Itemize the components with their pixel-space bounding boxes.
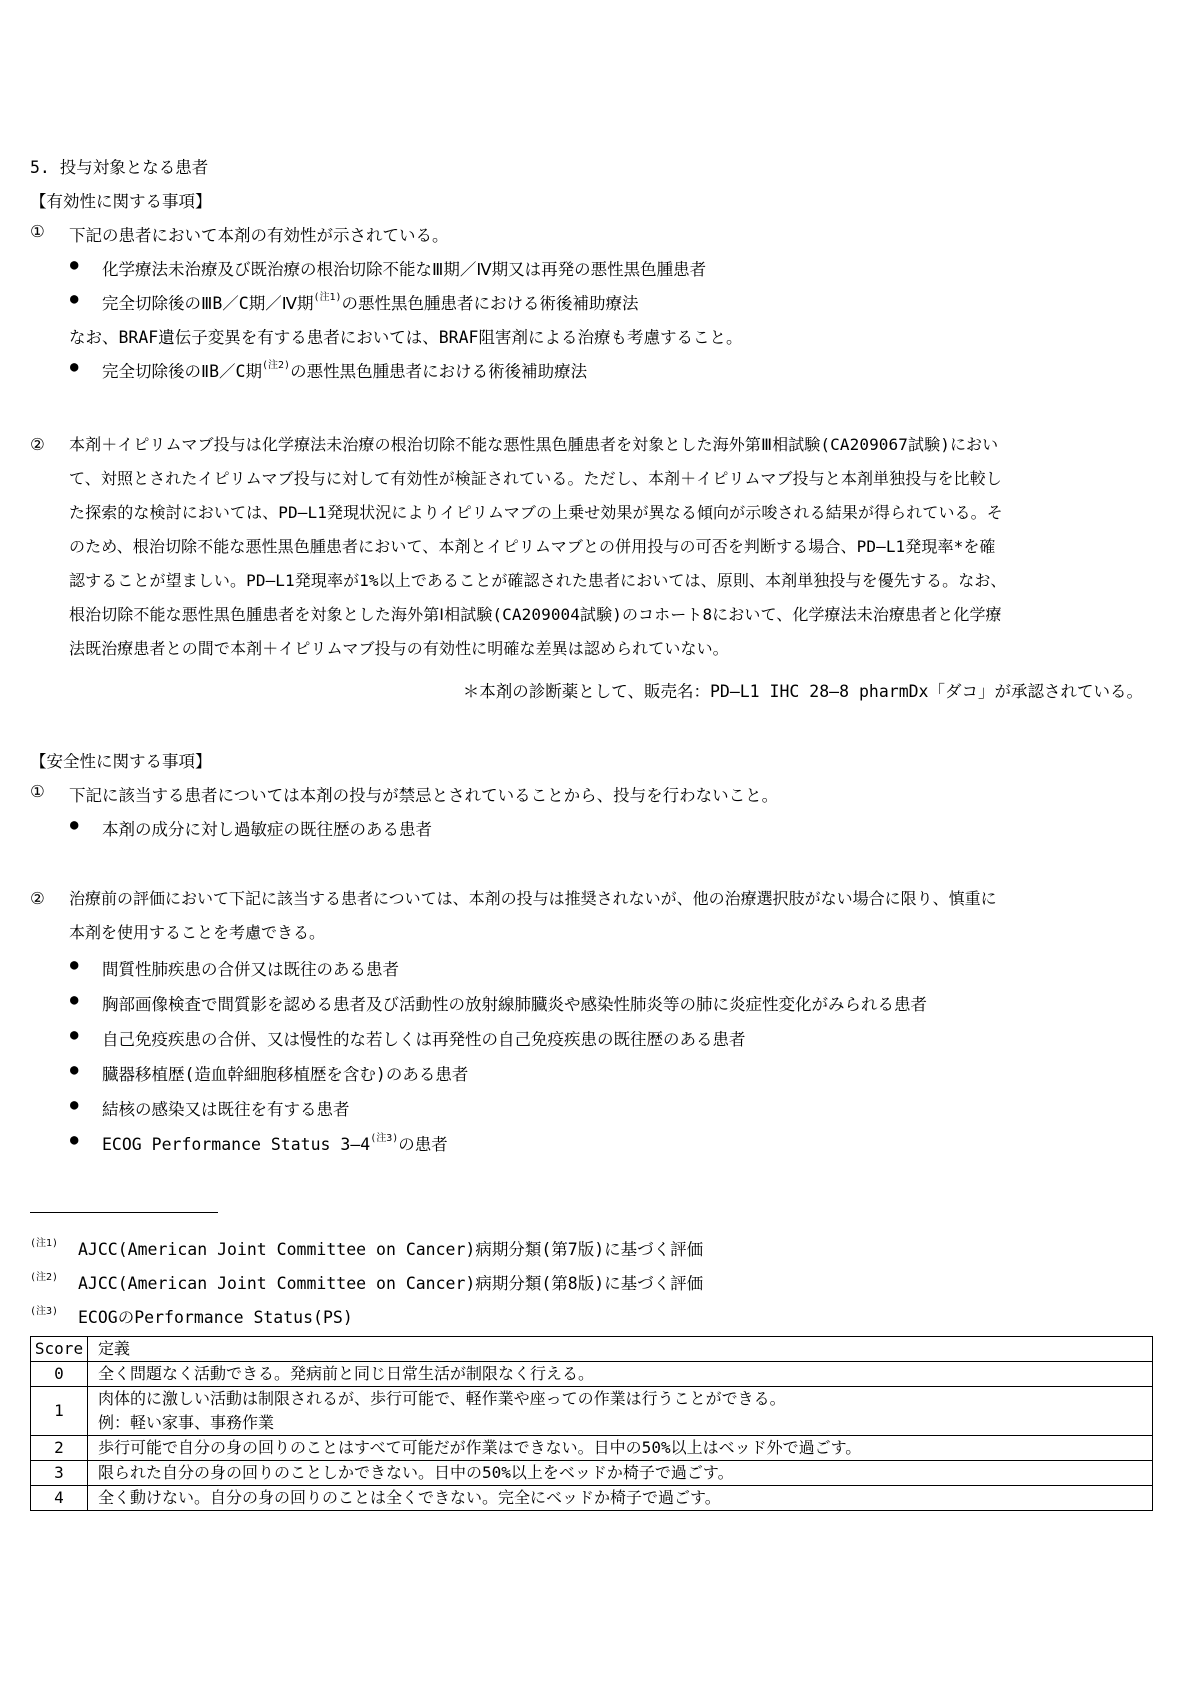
safety-item2-marker: ② [30, 889, 45, 908]
efficacy-item1-marker: ① [30, 222, 45, 241]
efficacy-item2 [30, 428, 1007, 666]
header-score: Score [31, 1337, 88, 1362]
section-title: 5. 投与対象となる患者 [30, 158, 209, 177]
efficacy-item2-line: た探索的な検討においては、PD―L1発現状況によりイピリムマブの上乗せ効果が異なる傾向が示唆される結果が得られている。そ [69, 503, 1003, 522]
score-cell: 1 [31, 1387, 88, 1436]
definition-cell: 全く動けない。自分の身の回りのことは全くできない。完全にベッドか椅子で過ごす。 [88, 1486, 1153, 1511]
table-row [31, 1362, 1153, 1387]
table-header-row [31, 1337, 1153, 1362]
definition-cell: 限られた自分の身の回りのことしかできない。日中の50%以上をベッドか椅子で過ごす。 [88, 1461, 1153, 1486]
note-text: AJCC(American Joint Committee on Cancer)病期分類(第7版)に基づく評価 [78, 1240, 704, 1259]
bullet-icon: ● [70, 1027, 79, 1043]
safety-bullet-1: 本剤の成分に対し過敏症の既往歴のある患者 [102, 820, 432, 839]
efficacy-item2-line: 根治切除不能な悪性黒色腫患者を対象とした海外第Ⅰ相試験(CA209004試験)のコホート8において、化学療法未治療患者と化学療 [69, 605, 1002, 624]
note-text: ECOGのPerformance Status(PS) [78, 1308, 353, 1327]
safety-bullet-ecog: ECOG Performance Status 3―4$^{(注3)}$の患者 [102, 1133, 448, 1154]
safety-bullet: 自己免疫疾患の合併、又は慢性的な若しくは再発性の自己免疫疾患の既往歴のある患者 [102, 1030, 746, 1049]
definition-cell: 肉体的に激しい活動は制限されるが、歩行可能で、軽作業や座っての作業は行うことができる。 例：軽い家事、事務作業 [88, 1387, 1153, 1436]
safety-bullet: 間質性肺疾患の合併又は既往のある患者 [102, 960, 399, 979]
table-row [31, 1486, 1153, 1511]
definition-cell: 全く問題なく活動できる。発病前と同じ日常生活が制限なく行える。 [88, 1362, 1153, 1387]
bullet-icon: ● [70, 817, 79, 833]
safety-bullet: 結核の感染又は既往を有する患者 [102, 1100, 350, 1119]
note-label: (注3) [30, 1306, 59, 1317]
table-row [31, 1461, 1153, 1486]
note-label: (注1) [30, 1238, 59, 1249]
note-label: (注2) [30, 1272, 59, 1283]
bullet-icon: ● [70, 257, 79, 273]
header-definition: 定義 [88, 1337, 1153, 1362]
efficacy-item2-marker: ② [30, 435, 45, 454]
bullet-icon: ● [70, 957, 79, 973]
bullet-icon: ● [70, 992, 79, 1008]
table-row [31, 1387, 1153, 1436]
score-cell: 4 [31, 1486, 88, 1511]
efficacy-item2-line: のため、根治切除不能な悪性黒色腫患者において、本剤とイピリムマブとの併用投与の可否を判断する場合、PD―L1発現率*を確 [69, 537, 996, 556]
bullet-icon: ● [70, 359, 79, 375]
safety-item2-line: 本剤を使用することを考慮できる。 [69, 923, 326, 942]
efficacy-item1-text: 下記の患者において本剤の有効性が示されている。 [69, 226, 449, 245]
bullet-icon: ● [70, 291, 79, 307]
footnote-rule [30, 1212, 218, 1213]
efficacy-bullet-2: 完全切除後のⅢB／C期／Ⅳ期$^{(注1)}$の悪性黒色腫患者における術後補助療法 [102, 292, 639, 313]
efficacy-item2-line: て、対照とされたイピリムマブ投与に対して有効性が検証されている。ただし、本剤＋イピリムマブ投与と本剤単独投与を比較し [69, 469, 1002, 488]
safety-item2 [30, 882, 997, 950]
bullet-icon: ● [70, 1097, 79, 1113]
efficacy-bullet-1: 化学療法未治療及び既治療の根治切除不能なⅢ期／Ⅳ期又は再発の悪性黒色腫患者 [102, 260, 707, 279]
efficacy-bullet-3: 完全切除後のⅡB／C期$^{(注2)}$の悪性黒色腫患者における術後補助療法 [102, 360, 588, 381]
safety-item1-marker: ① [30, 782, 45, 801]
score-cell: 0 [31, 1362, 88, 1387]
safety-item2-line: 治療前の評価において下記に該当する患者については、本剤の投与は推奨されないが、他の治療選択肢がない場合に限り、慎重に [69, 889, 997, 908]
safety-heading: 【安全性に関する事項】 [30, 752, 212, 771]
efficacy-item2-line: 認することが望ましい。PD―L1発現率が1%以上であることが確認された患者においては、原則、本剤単独投与を優先する。なお、 [69, 571, 1007, 590]
note-text: AJCC(American Joint Committee on Cancer)病期分類(第8版)に基づく評価 [78, 1274, 704, 1293]
safety-item1-text: 下記に該当する患者については本剤の投与が禁忌とされていることから、投与を行わないこと。 [69, 786, 779, 805]
bullet-icon: ● [70, 1062, 79, 1078]
efficacy-item2-line: 本剤＋イピリムマブ投与は化学療法未治療の根治切除不能な悪性黒色腫患者を対象とした海外第Ⅲ相試験(CA209067試験)におい [69, 435, 999, 454]
efficacy-item2-line: 法既治療患者との間で本剤＋イピリムマブ投与の有効性に明確な差異は認められていない。 [69, 639, 729, 658]
bullet-icon: ● [70, 1132, 79, 1148]
safety-bullet: 胸部画像検査で間質影を認める患者及び活動性の放射線肺臓炎や感染性肺炎等の肺に炎症性変化がみられる患者 [102, 995, 927, 1014]
diagnostic-footnote: ＊本剤の診断薬として、販売名：PD―L1 IHC 28―8 pharmDx「ダコ」が承認されている。 [462, 682, 1143, 701]
efficacy-braf-note: なお、BRAF遺伝子変異を有する患者においては、BRAF阻害剤による治療も考慮すること。 [69, 328, 743, 347]
table-row [31, 1436, 1153, 1461]
score-cell: 2 [31, 1436, 88, 1461]
definition-cell: 歩行可能で自分の身の回りのことはすべて可能だが作業はできない。日中の50%以上はベッド外で過ごす。 [88, 1436, 1153, 1461]
score-cell: 3 [31, 1461, 88, 1486]
ps-table [30, 1336, 1153, 1511]
safety-bullet: 臓器移植歴(造血幹細胞移植歴を含む)のある患者 [102, 1065, 469, 1084]
efficacy-heading: 【有効性に関する事項】 [30, 192, 212, 211]
